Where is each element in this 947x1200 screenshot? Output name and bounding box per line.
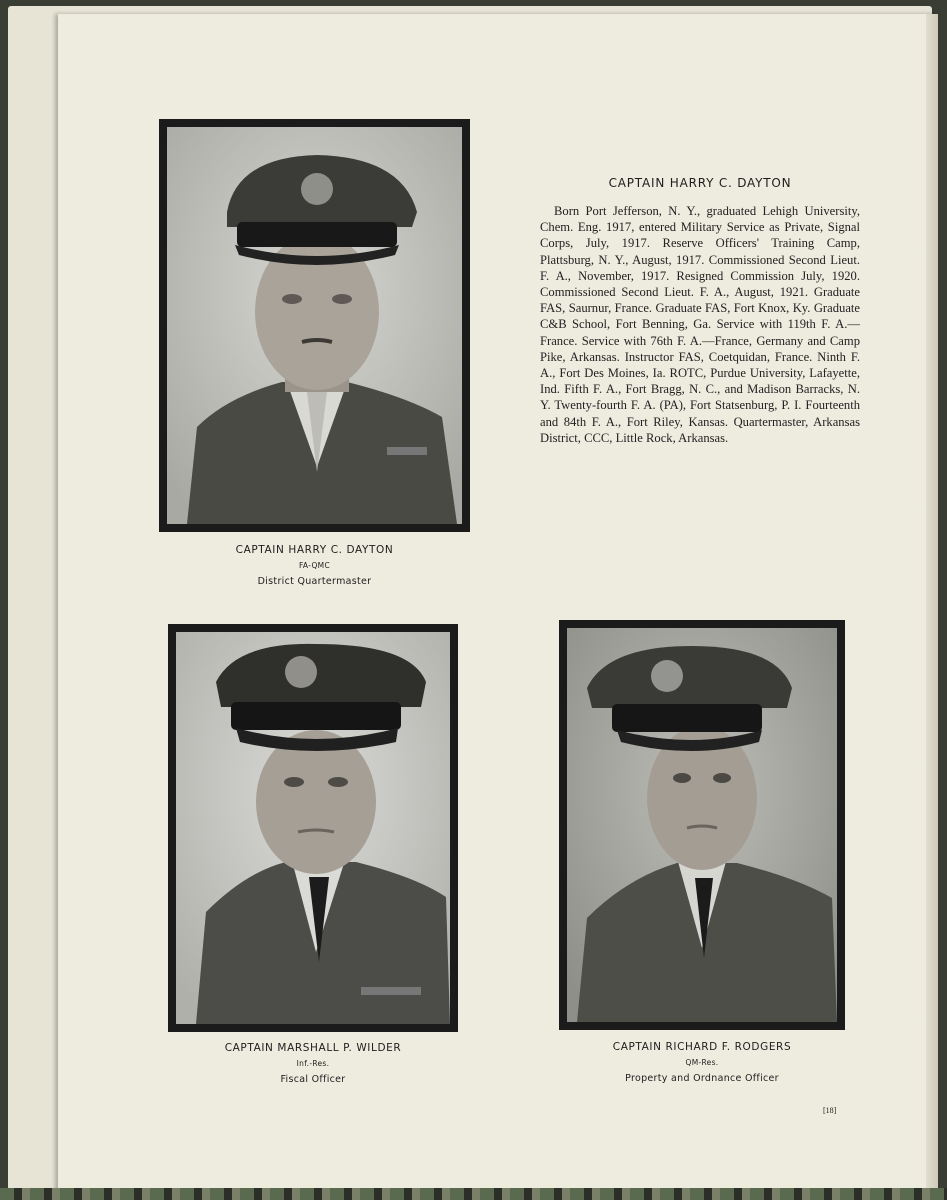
- officer-portrait-image: [567, 628, 837, 1022]
- officer-branch: Inf.-Res.: [296, 1059, 330, 1068]
- officer-branch: FA-QMC: [299, 561, 330, 570]
- portrait-caption-wilder: [168, 1042, 458, 1085]
- portrait-photo-dayton: [159, 119, 470, 532]
- portrait-caption-dayton: [159, 544, 470, 587]
- officer-title: District Quartermaster: [257, 576, 372, 587]
- officer-branch: QM-Res.: [685, 1058, 719, 1067]
- officer-title: Fiscal Officer: [280, 1074, 346, 1085]
- portrait-photo-wilder: [168, 624, 458, 1032]
- bio-paragraph: Born Port Jefferson, N. Y., graduated Lehigh University, Chem. Eng. 1917, entered Military Service as Private, Signal Corps, July, 1917. Reserve Officers' Training Camp, Plattsburg, N. Y., August, 1917. Commissioned Second Lieut. F. A., November, 1917. Resigned Commission July, 1920. Commissioned Second Lieut. F. A., August, 1921. Graduate FAS, Saurnur, France. Graduate FAS, Fort Knox, Ky. Graduate C&B School, Fort Benning, Ga. Service with 119th F. A.—France. Service with 76th F. A.—France, Germany and Camp Pike, Arkansas. Instructor FAS, Coetquidan, France. Ninth F. A., Fort Des Moines, Ia. ROTC, Purdue University, Lafayette, Ind. Fifth F. A., Fort Bragg, N. C., and Madison Barracks, N. Y. Twenty-fourth F. A. (PA), Fort Statsenburg, P. I. Fourteenth and 84th F. A., Fort Riley, Kansas. Quartermaster, Arkansas District, CCC, Little Rock, Arkansas.: [540, 204, 860, 445]
- officer-title: Property and Ordnance Officer: [625, 1073, 779, 1084]
- portrait-photo-rodgers: [559, 620, 845, 1030]
- page-spine: [926, 14, 938, 1192]
- officer-name: CAPTAIN MARSHALL P. WILDER: [224, 1042, 402, 1054]
- bio-heading: CAPTAIN HARRY C. DAYTON: [608, 176, 792, 190]
- officer-portrait-image: [176, 632, 450, 1024]
- officer-name: CAPTAIN HARRY C. DAYTON: [235, 544, 394, 556]
- officer-portrait-image: [167, 127, 462, 524]
- page-number: [18]: [823, 1106, 837, 1115]
- officer-name: CAPTAIN RICHARD F. RODGERS: [612, 1041, 792, 1053]
- book-cover-edge: [0, 1188, 947, 1200]
- portrait-caption-rodgers: [559, 1041, 845, 1084]
